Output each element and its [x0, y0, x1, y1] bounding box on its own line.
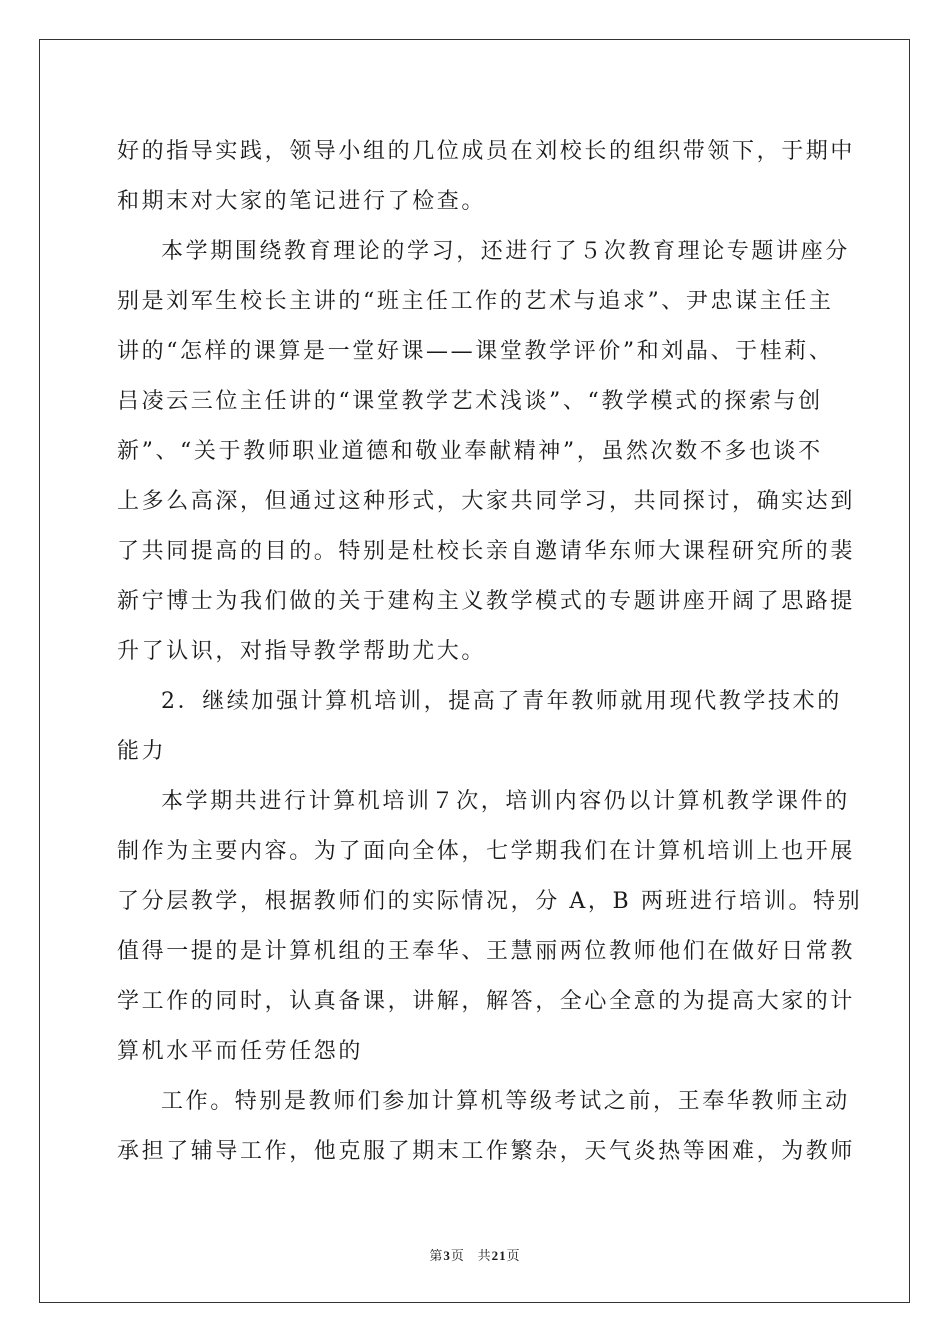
page-number: 3 [443, 1248, 451, 1263]
text-line: 新”、“关于教师职业道德和敬业奉献精神”，虽然次数不多也谈不 [117, 439, 823, 464]
text-line: 承担了辅导工作，他克服了期末工作繁杂，天气炎热等困难，为教师 [117, 1139, 856, 1164]
text-line: 值得一提的是计算机组的王奉华、王慧丽两位教师他们在做好日常教 [117, 939, 856, 964]
paragraph-start: 本学期共进行计算机培训７次，培训内容仍以计算机教学课件的 [161, 789, 850, 814]
footer-total-suffix: 页 [506, 1248, 521, 1263]
text-line: 学工作的同时，认真备课，讲解，解答，全心全意的为提高大家的计 [117, 989, 856, 1014]
footer-prefix: 第 [429, 1248, 444, 1263]
text-line: 别是刘军生校长主讲的“班主任工作的艺术与追求”、尹忠谋主任主 [117, 289, 834, 314]
text-line: 能力 [117, 739, 167, 764]
text-line: 算机水平而任劳任怨的 [117, 1039, 364, 1064]
paragraph-start: 本学期围绕教育理论的学习，还进行了５次教育理论专题讲座分 [161, 239, 850, 264]
text-line: 和期末对大家的笔记进行了检查。 [117, 189, 487, 214]
text-line: 了分层教学，根据教师们的实际情况，分 A，B 两班进行培训。特别 [117, 889, 863, 914]
footer-total-prefix: 共 [477, 1248, 492, 1263]
section-heading: 2．继续加强计算机培训，提高了青年教师就用现代教学技术的 [161, 689, 842, 714]
text-line: 吕凌云三位主任讲的“课堂教学艺术浅谈”、“教学模式的探索与创 [117, 389, 823, 414]
text-line: 上多么高深，但通过这种形式，大家共同学习，共同探讨，确实达到 [117, 489, 856, 514]
page-footer [0, 1245, 950, 1264]
text-line: 好的指导实践，领导小组的几位成员在刘校长的组织带领下，于期中 [117, 139, 856, 164]
text-line: 制作为主要内容。为了面向全体，七学期我们在计算机培训上也开展 [117, 839, 856, 864]
footer-page-suffix: 页 [450, 1248, 465, 1263]
text-line: 新宁博士为我们做的关于建构主义教学模式的专题讲座开阔了思路提 [117, 589, 856, 614]
text-line: 讲的“怎样的课算是一堂好课——课堂教学评价”和刘晶、于桂莉、 [117, 339, 834, 364]
paragraph-start: 工作。特别是教师们参加计算机等级考试之前，王奉华教师主动 [161, 1089, 850, 1114]
document-body [117, 127, 863, 1177]
text-line: 了共同提高的目的。特别是杜校长亲自邀请华东师大课程研究所的裴 [117, 539, 856, 564]
text-line: 升了认识，对指导教学帮助尤大。 [117, 639, 487, 664]
total-pages: 21 [491, 1248, 507, 1263]
